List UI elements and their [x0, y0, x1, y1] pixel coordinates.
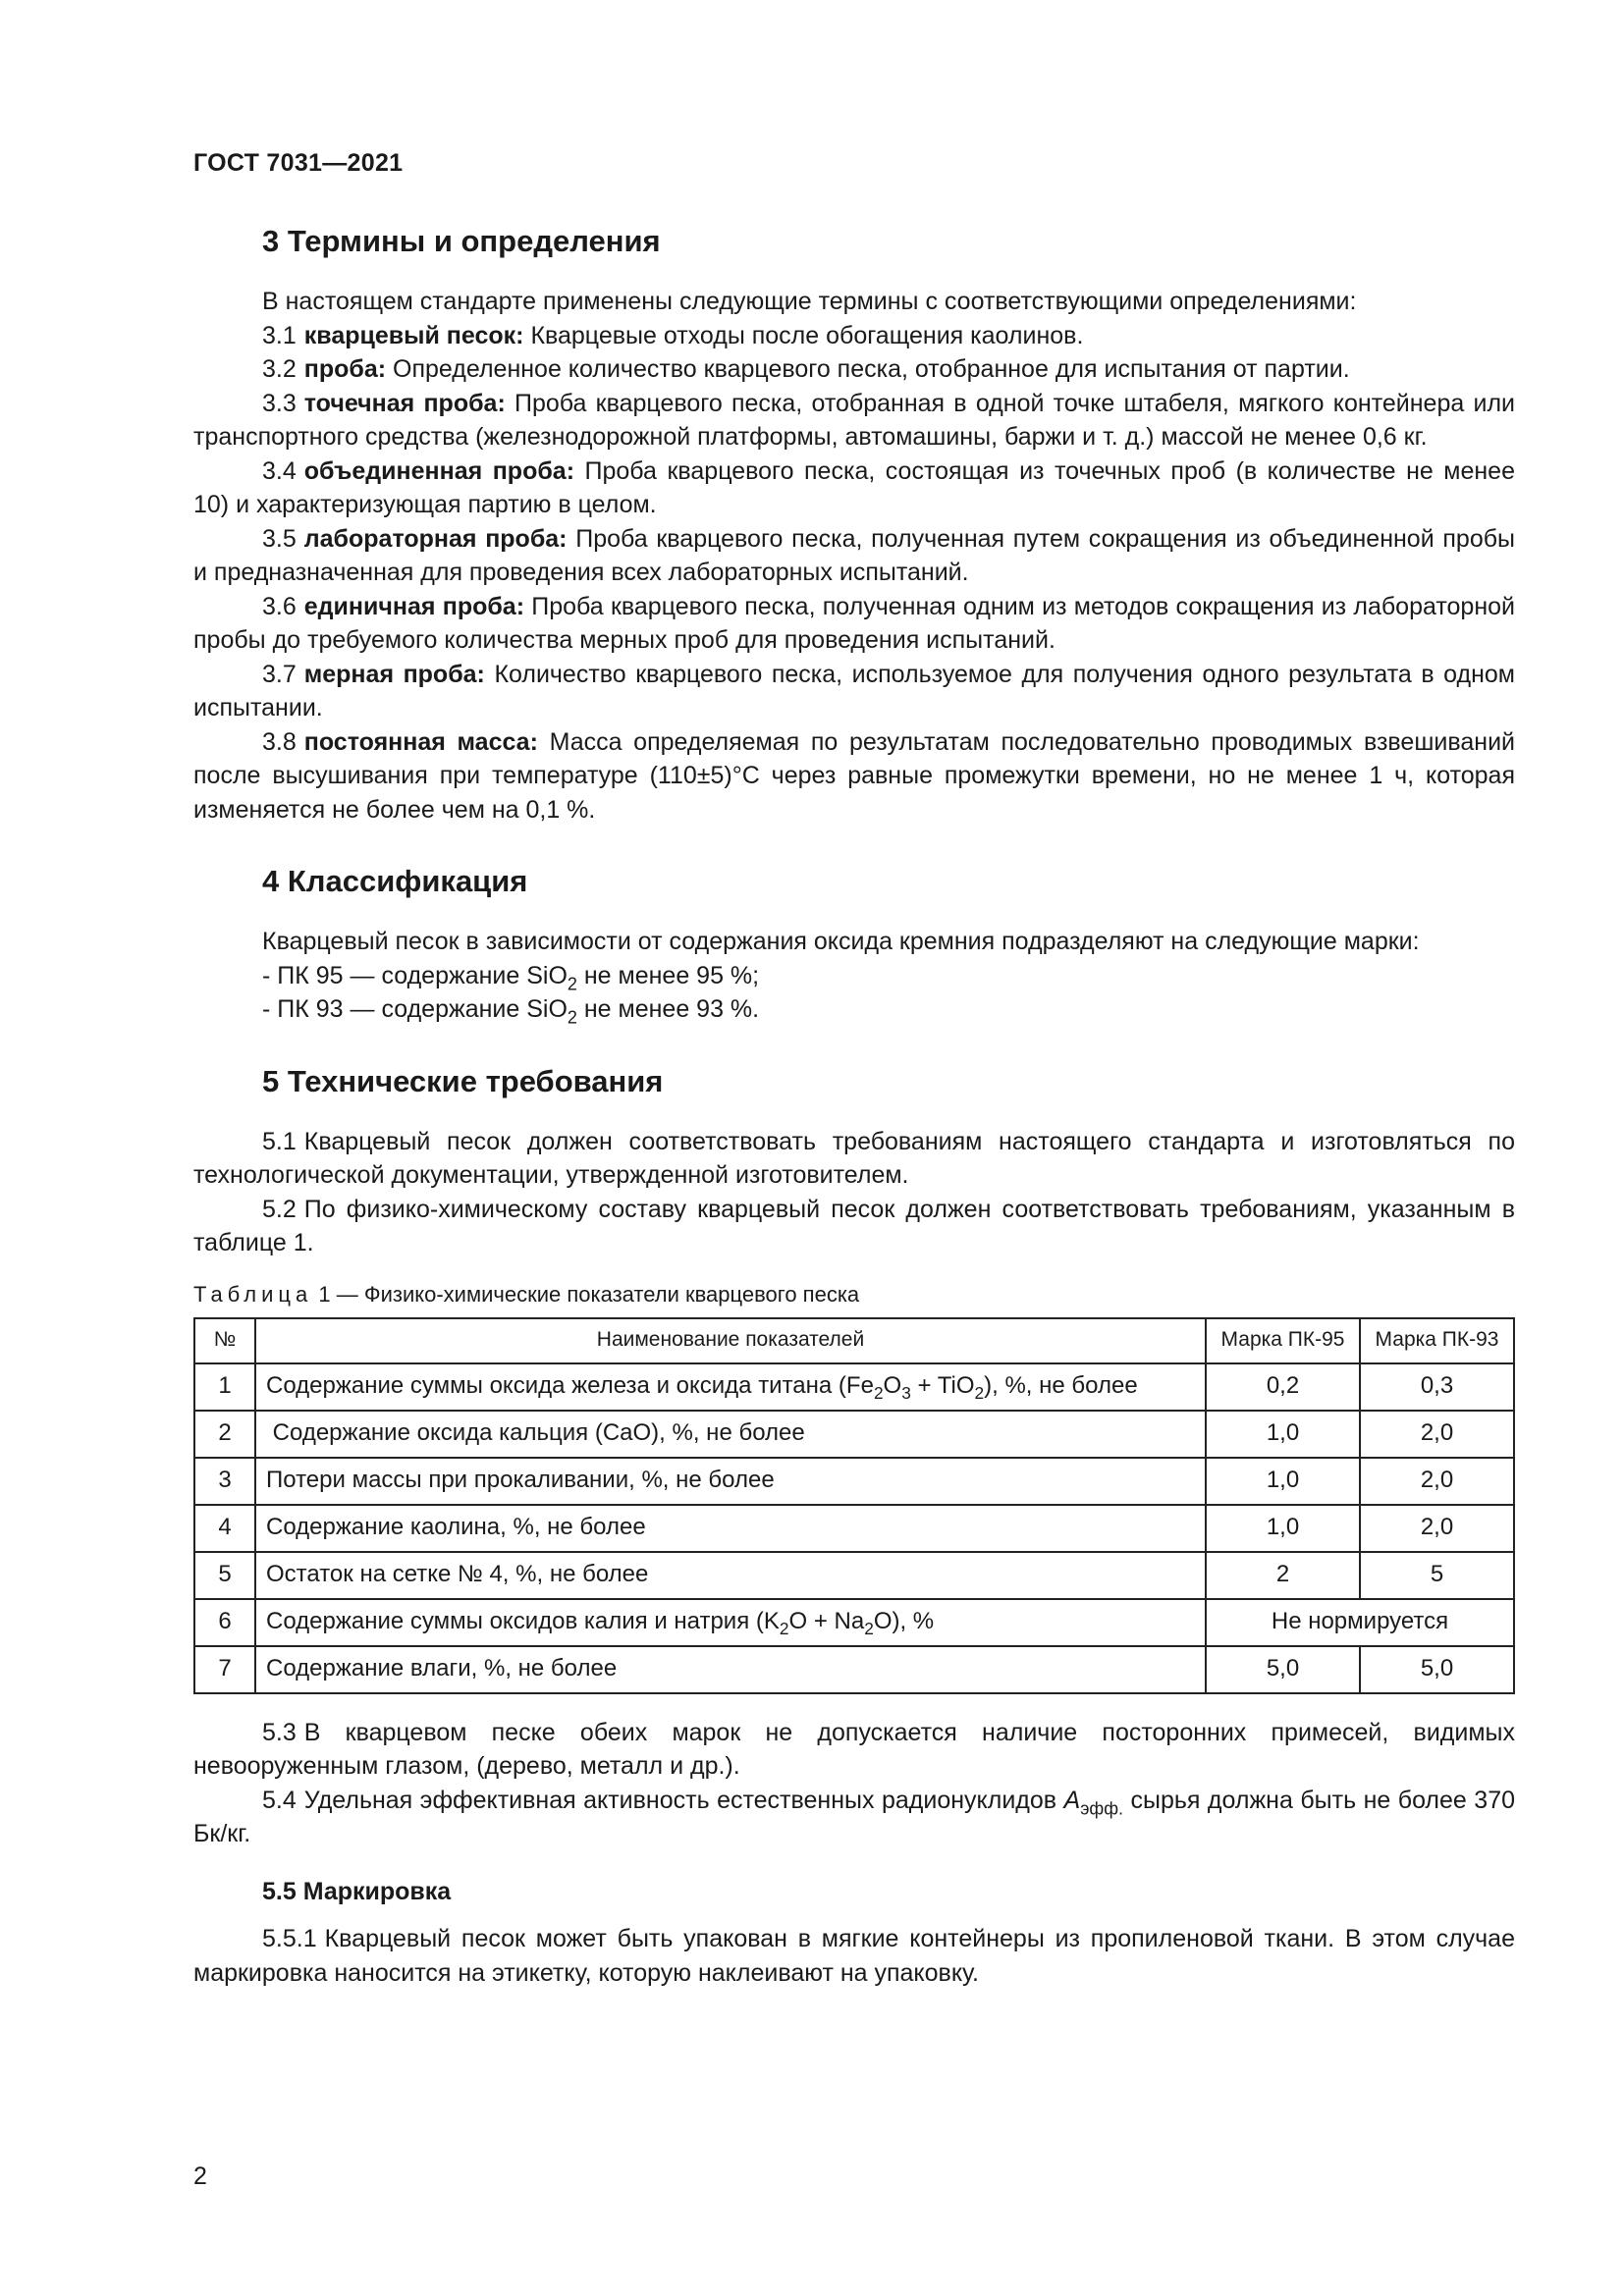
section-requirements	[193, 1062, 1515, 1991]
page-number: 2	[193, 2163, 207, 2190]
header-pk93: Марка ПК-93	[1360, 1318, 1514, 1363]
row-value-pk95: 0,2	[1206, 1363, 1360, 1411]
row-number: 6	[194, 1599, 255, 1646]
term-definition: 3.1 кварцевый песок: Кварцевые отходы после обогащения каолинов.	[262, 321, 1084, 349]
row-value-pk95: 1,0	[1206, 1458, 1360, 1505]
term-name: проба:	[303, 355, 387, 383]
section-3-intro: В настоящем стандарте применены следующие термины с соответствующими определениями:	[262, 288, 1357, 315]
header-pk95: Марка ПК-95	[1206, 1318, 1360, 1363]
classification-intro: Кварцевый песок в зависимости от содержания оксида кремния подразделяют на следующие марки:	[262, 928, 1420, 955]
term-name: точечная проба:	[303, 389, 506, 417]
term-name: единичная проба:	[303, 592, 525, 620]
row-value-pk93: 2,0	[1360, 1458, 1514, 1505]
table-row	[194, 1552, 1514, 1599]
row-number: 2	[194, 1411, 255, 1458]
clause-5-3: 5.3 В кварцевом песке обеих марок не допускается наличие посторонних примесей, видимых невооруженным глазом, (дерево, металл и др.).	[193, 1718, 1515, 1780]
table-header-row	[194, 1318, 1514, 1363]
grade-pk95: - ПК 95 — содержание SiO$_2$ не менее 95 %;	[262, 961, 760, 993]
properties-table	[193, 1317, 1515, 1694]
section-terms	[193, 222, 1515, 827]
terms-list	[193, 319, 1515, 828]
row-value-merged: Не нормируется	[1206, 1599, 1514, 1646]
row-indicator: Содержание влаги, %, не более	[255, 1646, 1206, 1693]
term-name: мерная проба:	[303, 660, 485, 688]
row-indicator: Потери массы при прокаливании, %, не более	[255, 1458, 1206, 1505]
table-row	[194, 1505, 1514, 1552]
row-value-pk93: 5,0	[1360, 1646, 1514, 1693]
section-classification	[193, 862, 1515, 1027]
row-number: 7	[194, 1646, 255, 1693]
term-definition: 3.2 проба: Определенное количество кварцевого песка, отобранное для испытания от партии.	[262, 355, 1350, 383]
clause-5-1: 5.1 Кварцевый песок должен соответствовать требованиям настоящего стандарта и изготовляться по технологической документации, утвержденной изготовителем.	[193, 1127, 1515, 1189]
term-definition: 3.8 постоянная масса: Масса определяемая по результатам последовательно проводимых взвешиваний после высушивания при температуре (110±5)°С через равные промежутки времени, но не менее 1 ч, которая изменяется не более чем на 0,1 %.	[193, 727, 1515, 824]
row-number: 3	[194, 1458, 255, 1505]
row-value-pk95: 1,0	[1206, 1411, 1360, 1458]
term-definition: 3.7 мерная проба: Количество кварцевого песка, используемое для получения одного результата в одном испытании.	[193, 660, 1515, 721]
clause-5-5-1: 5.5.1 Кварцевый песок может быть упакован в мягкие контейнеры из пропиленовой ткани. В этом случае маркировка наносится на этикетку, которую наклеивают на упаковку.	[193, 1925, 1515, 1987]
clause-5-4: 5.4 Удельная эффективная активность естественных радионуклидов $A_{эфф.}$ сырья должна быть не более 370 Бк/кг.	[193, 1786, 1515, 1847]
term-definition: 3.6 единичная проба: Проба кварцевого песка, полученная одним из методов сокращения из лабораторной пробы до требуемого количества мерных проб для проведения испытаний.	[193, 592, 1515, 654]
table-row	[194, 1411, 1514, 1458]
term-name: лабораторная проба:	[303, 524, 568, 553]
subsection-5-5-title: 5.5 Маркировка	[262, 1877, 452, 1905]
document-code: ГОСТ 7031—2021	[193, 149, 404, 177]
page-content	[193, 222, 1515, 1990]
row-value-pk93: 0,3	[1360, 1363, 1514, 1411]
row-value-pk93: 2,0	[1360, 1411, 1514, 1458]
row-indicator: Остаток на сетке № 4, %, не более	[255, 1552, 1206, 1599]
header-indicator: Наименование показателей	[255, 1318, 1206, 1363]
grade-pk93: - ПК 93 — содержание SiO$_2$ не менее 93 %.	[262, 995, 760, 1028]
term-definition: 3.3 точечная проба: Проба кварцевого песка, отобранная в одной точке штабеля, мягкого контейнера или транспортного средства (железнодорожной платформы, автомашины, баржи и т. д.) массой не менее 0,6 кг.	[193, 389, 1515, 451]
term-definition: 3.4 объединенная проба: Проба кварцевого песка, состоящая из точечных проб (в количестве не менее 10) и характеризующая партию в целом.	[193, 456, 1515, 518]
term-definition: 3.5 лабораторная проба: Проба кварцевого песка, полученная путем сокращения из объединенной пробы и предназначенная для проведения всех лабораторных испытаний.	[193, 524, 1516, 586]
table-row	[194, 1646, 1514, 1693]
row-number: 5	[194, 1552, 255, 1599]
row-number: 1	[194, 1363, 255, 1411]
header-number: №	[194, 1318, 255, 1363]
row-indicator: Содержание суммы оксида железа и оксида титана $(Fe_2O_3 + TiO_2)$, %, не более	[255, 1363, 1206, 1411]
term-name: постоянная масса:	[303, 727, 538, 756]
row-value-pk95: 5,0	[1206, 1646, 1360, 1693]
term-name: объединенная проба:	[303, 456, 575, 485]
section-3-title: 3 Термины и определения	[262, 224, 661, 258]
row-value-pk93: 5	[1360, 1552, 1514, 1599]
clause-5-2: 5.2 По физико-химическому составу кварцевый песок должен соответствовать требованиям, указанным в таблице 1.	[193, 1195, 1515, 1256]
section-5-title: 5 Технические требования	[262, 1063, 664, 1098]
table-caption: Таблица 1 — Физико-химические показатели кварцевого песка	[193, 1281, 860, 1307]
row-indicator: Содержание оксида кальция (CaO), %, не более	[255, 1411, 1206, 1458]
table-row	[194, 1458, 1514, 1505]
row-number: 4	[194, 1505, 255, 1552]
table-row	[194, 1363, 1514, 1411]
table-row	[194, 1599, 1514, 1646]
row-value-pk95: 2	[1206, 1552, 1360, 1599]
term-name: кварцевый песок:	[303, 321, 524, 349]
section-4-title: 4 Классификация	[262, 864, 528, 898]
row-indicator: Содержание каолина, %, не более	[255, 1505, 1206, 1552]
row-value-pk95: 1,0	[1206, 1505, 1360, 1552]
row-indicator: Содержание суммы оксидов калия и натрия $(K_2O + Na_2O)$, %	[255, 1599, 1206, 1646]
row-value-pk93: 2,0	[1360, 1505, 1514, 1552]
